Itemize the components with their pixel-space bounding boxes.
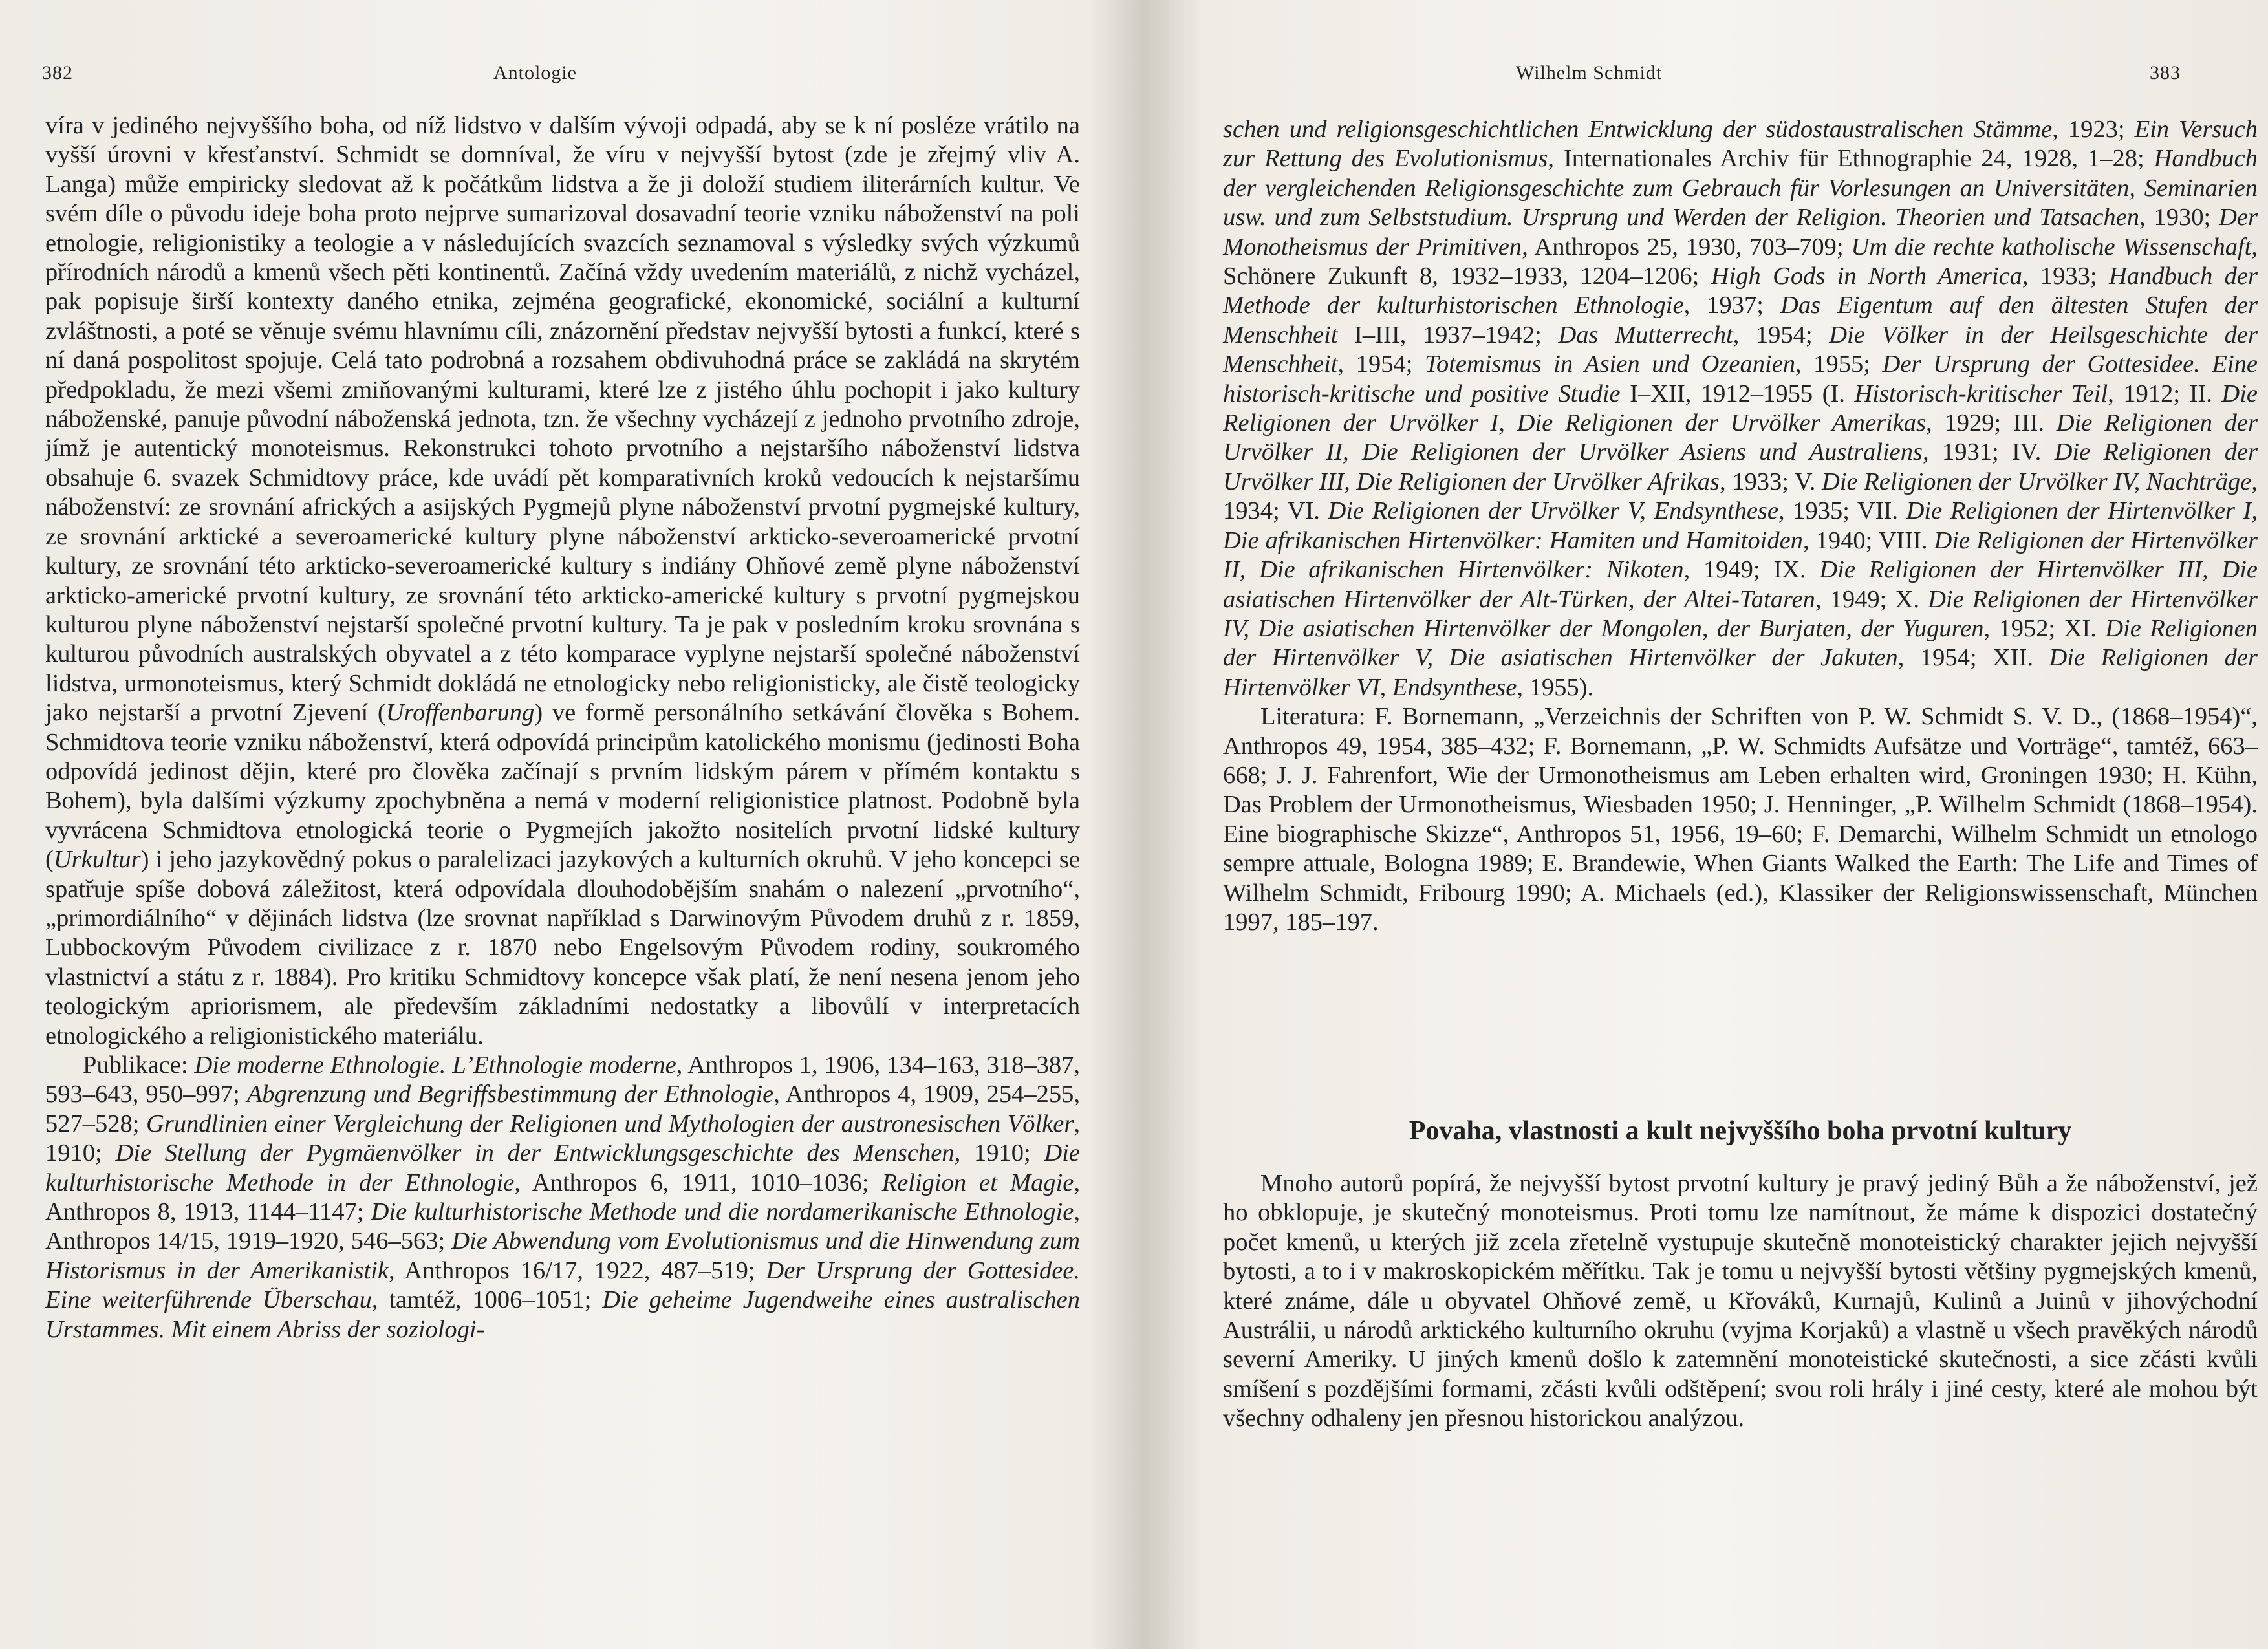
literature-paragraph: Literatura: F. Bornemann, „Verzeichnis der Schriften von P. W. Schmidt S. V. D., (1868–1954)“, Anthropos 49, 1954, 385–432; F. Bornemann, „P. W. Schmidts Aufsätze und Vorträge“, tamtéž, 663–668; J. J. Fahrenfort, Wie der Urmonotheismus am Leben erhalten wird, Groningen 1930; H. Kühn, Das Problem der Urmonotheismus, Wiesbaden 1950; J. Henninger, „P. Wilhelm Schmidt (1868–1954). Eine biographische Skizze“, Anthropos 51, 1956, 19–60; F. Demarchi, Wilhelm Schmidt un etnologo sempre attuale, Bologna 1989; E. Brandewie, When Giants Walked the Earth: The Life and Times of Wilhelm Schmidt, Fribourg 1990; A. Michaels (ed.), Klassiker der Religionswissenschaft, München 1997, 185–197. — [1223, 703, 2258, 936]
running-title: Wilhelm Schmidt — [1516, 62, 1663, 83]
publications-paragraph: Publikace: Die moderne Ethnologie. L’Ethnologie moderne, Anthropos 1, 1906, 134–163, 318–387, 593–643, 950–997; Abgrenzung und Begriffsbestimmung der Ethnologie, Anthropos 4, 1909, 254–255, 527–528; Grundlinien einer Vergleichung der Religionen und Mythologien der austronesischen Völker, 1910; Die Stellung der Pygmäenvölker in der Entwicklungsgeschichte des Menschen, 1910; Die kulturhistorische Methode in der Ethnologie, Anthropos 6, 1911, 1010–1036; Religion et Magie, Anthropos 8, 1913, 1144–1147; Die kulturhistorische Methode und die nordamerikanische Ethnologie, Anthropos 14/15, 1919–1920, 546–563; Die Abwendung vom Evolutionismus und die Hinwendung zum Historismus in der Amerikanistik, Anthropos 16/17, 1922, 487–519; Der Ursprung der Gottesidee. Eine weiterführende Überschau, tamtéž, 1006–1051; Die geheime Jugendweihe eines australischen Urstammes. Mit einem Abriss der soziologi- — [45, 1051, 1081, 1343]
section-heading: Povaha, vlastnosti a kult nejvyššího boha prvotní kultury — [1409, 1116, 2072, 1146]
section-paragraph: Mnoho autorů popírá, že nejvyšší bytost prvotní kultury je pravý jediný Bůh a že náboženství, jež ho obklopuje, je skutečný monoteismus. Proti tomu lze namítnout, že máme k dispozici dostatečný počet kmenů, u kterých již zcela zřetelně vystupuje skutečně monoteistický charakter jejich nejvyšší bytosti, a to i v makroskopickém měřítku. Tak je tomu u nejvyšší bytosti většiny pygmejských kmenů, které známe, dále u obyvatel Ohňové země, u Křováků, Kurnajů, Kulinů a Juinů v jihovýchodní Austrálii, u národů arktického kulturního okruhu (vyjma Korjaků) a vlastně u všech pravěkých národů severní Ameriky. U jiných kmenů došlo k zatemnění monoteistické skutečnosti, a sice zčásti kvůli smíšení s pozdějšími formami, zčásti kvůli odštěpení; svou roli hrály i jiné cesty, které ale mohou být všechny odhaleny jen přesnou historickou analýzou. — [1223, 1170, 2258, 1432]
left-body-text — [45, 111, 1080, 1344]
running-title: Antologie — [493, 62, 577, 83]
page-number: 383 — [2150, 62, 2181, 83]
paragraph: víra v jediného nejvyššího boha, od níž lidstvo v dalším vývoji odpadá, aby se k ní posléze vrátilo na vyšší úrovni v křesťanství. Schmidt se domníval, že víru v nejvyšší bytost (zde je zřejmý vliv A. Langa) může empiricky sledovat až k počátkům lidstva a že ji doloží studiem iliterárních kultur. Ve svém díle o původu ideje boha proto nejprve sumarizoval dosavadní teorie vzniku náboženství na poli etnologie, religionistiky a teologie a v následujících svazcích seznamoval s výsledky svých výzkumů přírodních národů a kmenů všech pěti kontinentů. Začíná vždy uvedením materiálů, z nichž vycházel, pak popisuje širší kontexty daného etnika, zejména geografické, ekonomické, sociální a kulturní zvláštnosti, a poté se věnuje svému hlavnímu cíli, znázornění představ nejvyšší bytosti a funkcí, které s ní daná pospolitost spojuje. Celá tato podrobná a rozsahem obdivuhodná práce se zakládá na skrytém předpokladu, že mezi všemi zmiňovanými kulturami, které lze z jistého úhlu pochopit i jako kultury náboženské, panuje původní náboženská jednota, tzn. že všechny vycházejí z jednoho prvotního zdroje, jímž je autentický monoteismus. Rekonstrukci tohoto prvotního a nejstaršího náboženství lidstva obsahuje 6. svazek Schmidtovy práce, kde uvádí pět komparativních kroků vedoucích k nejstaršímu náboženství: ze srovnání afrických a asijských Pygmejů plyne náboženství prvotní pygmejské kultury, ze srovnání arktické a severoamerické kultury plyne náboženství arkticko-severoamerické prvotní kultury, ze srovnání této arkticko-severoamerické kultury s indiány Ohňové země plyne náboženství arkticko-americké prvotní kultury, ze srovnání této arkticko-americké kultury s prvotní pygmejskou kulturou plyne náboženství nejstarší společné prvotní kultury. Ta je pak v posledním kroku srovnána s kulturou původních australských obyvatel a z této komparace vyplyne nejstarší společné náboženství lidstva, urmonoteismus, který Schmidt dokládá ne etnologicky nebo religionisticky, ale čistě teologicky jako nejstarší a prvotní Zjevení (Uroffenbarung) ve formě personálního setkávání člověka s Bohem. Schmidtova teorie vzniku náboženství, která odpovídá principům katolického monismu (jedinosti Boha odpovídá jedinost dějin, které pro člověka začínají s prvním lidským párem v přímém kontaktu s Bohem), byla dalšími výzkumy zpochybněna a nemá v moderní religionistice platnost. Podobně byla vyvrácena Schmidtova etnologická teorie o Pygmejích jakožto nositelích prvotní lidské kultury (Urkultur) i jeho jazykovědný pokus o paralelizaci jazykových a kulturních okruhů. V jeho koncepci se spatřuje spíše dobová záležitost, která odpovídala dlouhodobějším snahám o nalezení „prvotního“, „primordiálního“ v dějinách lidstva (lze srovnat například s Darwinovým Původem druhů z r. 1859, Lubbockovým Původem civilizace z r. 1870 nebo Engelsovým Původem rodiny, soukromého vlastnictví a státu z r. 1884). Pro kritiku Schmidtovy koncepce však platí, že není nesena jenom jeho teologickým apriorismem, ale především základními nedostatky a libovůlí v interpretacích etnologického a religionistického materiálu. — [45, 112, 1080, 1050]
publications-continued: schen und religionsgeschichtlichen Entwicklung der südostaustralischen Stämme, 1923; Ein Versuch zur Rettung des Evolutionismus, Internationales Archiv für Ethnographie 24, 1928, 1–28; Handbuch der vergleichenden Religionsgeschichte zum Gebrauch für Vorlesungen an Universitäten, Seminarien usw. und zum Selbststudium. Ursprung und Werden der Religion. Theorien und Tatsachen, 1930; Der Monotheismus der Primitiven, Anthropos 25, 1930, 703–709; Um die rechte katholische Wissenschaft, Schönere Zukunft 8, 1932–1933, 1204–1206; High Gods in North America, 1933; Handbuch der Methode der kulturhistorischen Ethnologie, 1937; Das Eigentum auf den ältesten Stufen der Menschheit I–III, 1937–1942; Das Mutterrecht, 1954; Die Völker in der Heilsgeschichte der Menschheit, 1954; Totemismus in Asien und Ozeanien, 1955; Der Ursprung der Gottesidee. Eine historisch-kritische und positive Studie I–XII, 1912–1955 (I. Historisch-kritischer Teil, 1912; II. Die Religionen der Urvölker I, Die Religionen der Urvölker Amerikas, 1929; III. Die Religionen der Urvölker II, Die Religionen der Urvölker Asiens und Australiens, 1931; IV. Die Religionen der Urvölker III, Die Religionen der Urvölker Afrikas, 1933; V. Die Religionen der Urvölker IV, Nachträge, 1934; VI. Die Religionen der Urvölker V, Endsynthese, 1935; VII. Die Religionen der Hirtenvölker I, Die afrikanischen Hirtenvölker: Hamiten und Hamitoiden, 1940; VIII. Die Religionen der Hirtenvölker II, Die afrikanischen Hirtenvölker: Nikoten, 1949; IX. Die Religionen der Hirtenvölker III, Die asiatischen Hirtenvölker der Alt-Türken, der Altei-Tataren, 1949; X. Die Religionen der Hirtenvölker IV, Die asiatischen Hirtenvölker der Mongolen, der Burjaten, der Yuguren, 1952; XI. Die Religionen der Hirtenvölker V, Die asiatischen Hirtenvölker der Jakuten, 1954; XII. Die Religionen der Hirtenvölker VI, Endsynthese, 1955). — [1223, 116, 2258, 701]
section-body — [1223, 1169, 2258, 1434]
page-number: 382 — [42, 62, 73, 83]
right-body-text — [1223, 115, 2258, 937]
right-page — [1134, 0, 2268, 1649]
